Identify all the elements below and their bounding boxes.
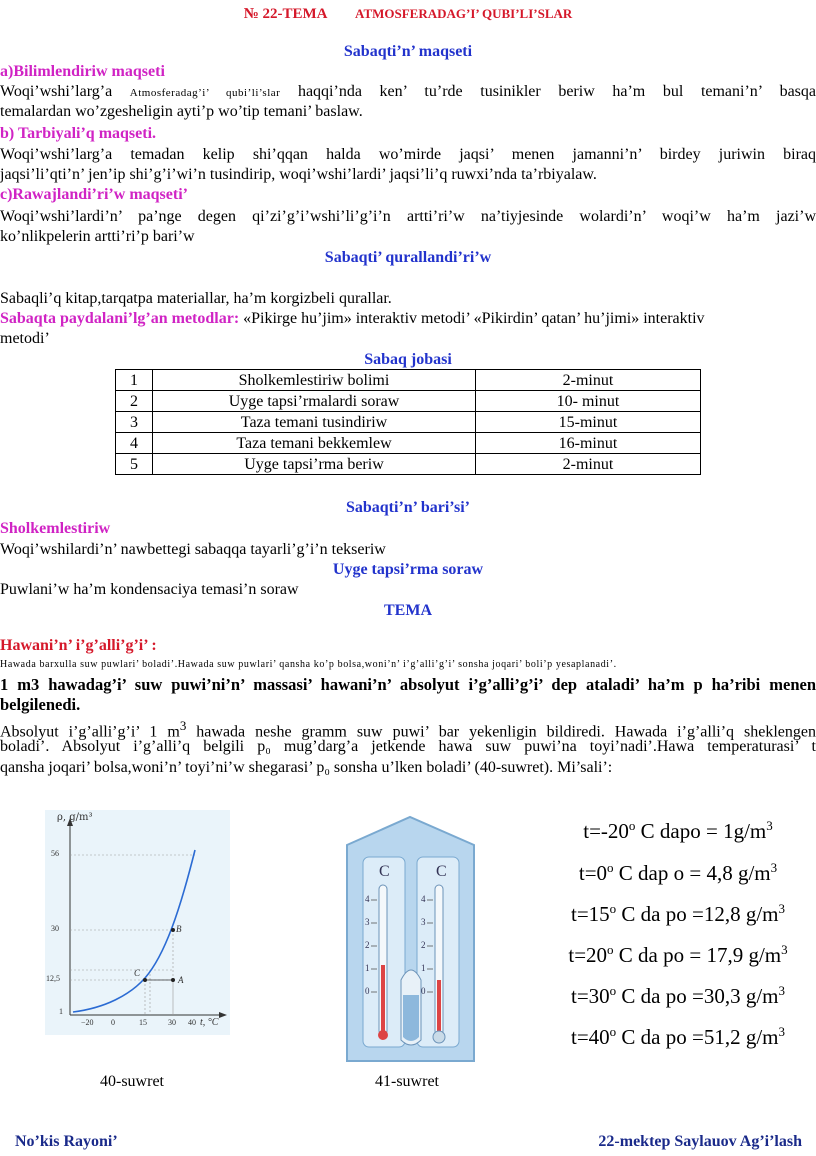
figure-41-caption: 41-suwret	[375, 1073, 439, 1090]
homework-text: Puwlani’w ha’m kondensaciya temasi’n soraw	[0, 581, 299, 598]
process-heading: Sabaqti’n’ bari’si’	[345, 499, 470, 516]
graph-xlabel: t, °C	[200, 1017, 219, 1028]
humidity-definition-1: 1 m3 hawadag’i’ suw puwi’ni’n’ massasi’ hawani’n’ absolyut i’g’alli’g’i’ dep ataladi’ ha’m p ha’ribi menen	[0, 675, 816, 694]
equipment-heading: Sabaqti’ qurallandi’ri’w	[324, 249, 492, 266]
thermometer-right-mercury	[437, 980, 441, 1033]
example-formula: $t=-20^o$ C dapo = $1g/m^3$	[583, 818, 773, 843]
x-tick-label: 0	[111, 1018, 115, 1027]
humidity-para-3: qansha joqari’ bolsa,woni’n’ toyi’ni’w shegarasi’ p₀ sonsha u’lken boladi’ (40-suwret). Mi’sali’:	[0, 759, 613, 776]
point-b	[171, 928, 175, 932]
methods-line	[0, 309, 816, 329]
methods-text-2: metodi’	[0, 330, 50, 347]
x-tick-label: −20	[81, 1018, 94, 1027]
aim-a-text-2: temalardan wo’zgesheligin ayti’p wo’tip temani’ baslaw.	[0, 103, 363, 120]
y-tick-label: 1	[59, 1007, 63, 1016]
tema-number: № 22-TEMA	[243, 6, 328, 22]
point-c-label: C	[134, 968, 141, 978]
point-a	[171, 978, 175, 982]
humidity-definition-2: belgilenedi.	[0, 695, 81, 714]
homework-label: Uyge tapsi’rma soraw	[332, 561, 484, 578]
aims-heading: Sabaqti’n’ maqseti	[343, 43, 473, 60]
figure-40-graph	[45, 810, 230, 1035]
graph-ylabel: ρ, g/m³	[57, 812, 93, 823]
aim-c-label: c)Rawajlandi’ri’w maqseti’	[0, 186, 188, 203]
footer-left: No’kis Rayoni’	[15, 1133, 118, 1150]
scale-label: 1	[421, 963, 426, 973]
y-tick-label: 56	[51, 849, 59, 858]
aim-c-text-2: ko’nlikpelerin artti’ri’p bari’w	[0, 228, 195, 245]
x-tick-label: 15	[139, 1018, 147, 1027]
y-tick-label: 30	[51, 924, 59, 933]
scale-label: 4	[421, 894, 426, 904]
saturation-curve-graph	[45, 810, 230, 1035]
thermometer-left-mercury	[381, 965, 385, 1033]
equipment-text: Sabaqli’q kitap,tarqatpa materiallar, ha’m korgizbeli qurallar.	[0, 290, 392, 307]
methods-text: «Pikirge hu’jim» interaktiv metodi’ «Pikirdin’ qatan’ hu’jimi» interaktiv	[243, 310, 705, 327]
point-a-label: A	[178, 975, 184, 985]
scale-label: 1	[365, 963, 370, 973]
tema-title: ATMOSFERADAG’I’ QUBI’LI’SLAR	[355, 6, 573, 21]
scale-label: 2	[421, 940, 426, 950]
x-tick-label: 30	[168, 1018, 176, 1027]
x-tick-label: 40	[188, 1018, 196, 1027]
aim-a-text: Woqi’wshi’larg’a Atmosferadag’i’ qubi’li’slar haqqi’nda ken’ tu’rde tusinikler beriw ha’m bul temani’n’ basqa	[0, 83, 816, 100]
example-formula: $t=0^o$ C dap o = 4,8 $g/m^3$	[578, 860, 778, 885]
scale-label: 0	[365, 986, 370, 996]
example-formula: $t=20^o$ C da po = 17,9 $g/m^3$	[568, 942, 788, 967]
plan-heading: Sabaq jobasi	[364, 351, 452, 368]
org-label: Sholkemlestiriw	[0, 520, 111, 537]
scale-label: 3	[421, 917, 426, 927]
table-row: 5 Uyge tapsi’rma beriw 2-minut	[116, 454, 701, 475]
aim-b-label: b) Tarbiyali’q maqseti.	[0, 125, 157, 142]
figure-41-psychrometer	[343, 815, 478, 1065]
humidity-para-1: Absolyut i’g’alli’g’i’ 1 $m^3$ hawada neshe gramm suw puwi’ bar yekenligin bildiredi. Hawada i’g’alli’q sheklengen	[0, 718, 816, 741]
scale-label: 0	[421, 986, 426, 996]
tema-label: TEMA	[384, 602, 432, 619]
example-formula: $t=30^o$ C da po =30,3 $g/m^3$	[570, 983, 786, 1008]
footer-right: 22-mektep Saylauov Ag’i’lash	[598, 1133, 802, 1150]
table-row: 4 Taza temani bekkemlew 16-minut	[116, 433, 701, 454]
wet-bulb	[433, 1031, 445, 1043]
y-tick-label: 12,5	[46, 974, 60, 983]
aim-b-text-2: jaqsi’li’qti’n’ jen’ip shi’g’i’wi’n tusindirip, woqi’wshi’lardi’ jaqsi’li’q ruwxi’nda ta’rbiyalaw.	[0, 166, 597, 183]
scale-label: 3	[365, 917, 370, 927]
example-formula: $t=15^o$ C da po =12,8 $g/m^3$	[570, 901, 786, 926]
example-formula: $t=40^o$ C da po =51,2 $g/m^3$	[570, 1024, 786, 1049]
figure-40-caption: 40-suwret	[100, 1073, 164, 1090]
humidity-heading: Hawani’n’ i’g’alli’g’i’ :	[0, 637, 157, 654]
point-b-label: B	[176, 924, 182, 934]
table-row: 1 Sholkemlestiriw bolimi 2-minut	[116, 370, 701, 391]
unit-left: C	[379, 863, 390, 880]
humidity-small-text: Hawada barxulla suw puwlari’ boladi’.Hawada suw puwlari’ qansha ko’p bolsa,woni’n’ i’g’alli’g’i’ sonsha joqari’ boli’p yesaplanadi’.	[0, 659, 617, 670]
plan-table	[115, 369, 701, 475]
methods-label: Sabaqta paydalani’lg’an metodlar:	[0, 310, 240, 327]
x-axis-arrow	[219, 1012, 227, 1018]
scale-label: 4	[365, 894, 370, 904]
table-row: 2 Uyge tapsi’rmalardi soraw 10- minut	[116, 391, 701, 412]
humidity-para-2: boladi’. Absolyut i’g’alli’q belgili p₀ mug’darg’a jetkende hawa suw puwi’na toyi’nadi’.Hawa temperaturasi’ t	[0, 738, 816, 755]
aim-a-label: a)Bilimlendiriw maqseti	[0, 63, 165, 80]
aim-c-text-1: Woqi’wshi’lardi’n’ pa’nge degen qi’zi’g’i’wshi’li’g’i’n artti’ri’w na’tiyjesinde wolardi’n’ woqi’w ha’m jazi’w	[0, 208, 816, 225]
point-c	[143, 978, 147, 982]
aim-b-text-1: Woqi’wshi’larg’a temadan kelip shi’qqan halda wo’mirde jaqsi’ menen jamanni’n’ birdey juriwin biraq	[0, 146, 816, 163]
psychrometer-drawing	[343, 815, 478, 1065]
org-text: Woqi’wshilardi’n’ nawbettegi sabaqqa tayarli’g’i’n tekseriw	[0, 541, 386, 558]
table-row: 3 Taza temani tusindiriw 15-minut	[116, 412, 701, 433]
page-header	[0, 4, 816, 24]
unit-right: C	[436, 863, 447, 880]
scale-label: 2	[365, 940, 370, 950]
